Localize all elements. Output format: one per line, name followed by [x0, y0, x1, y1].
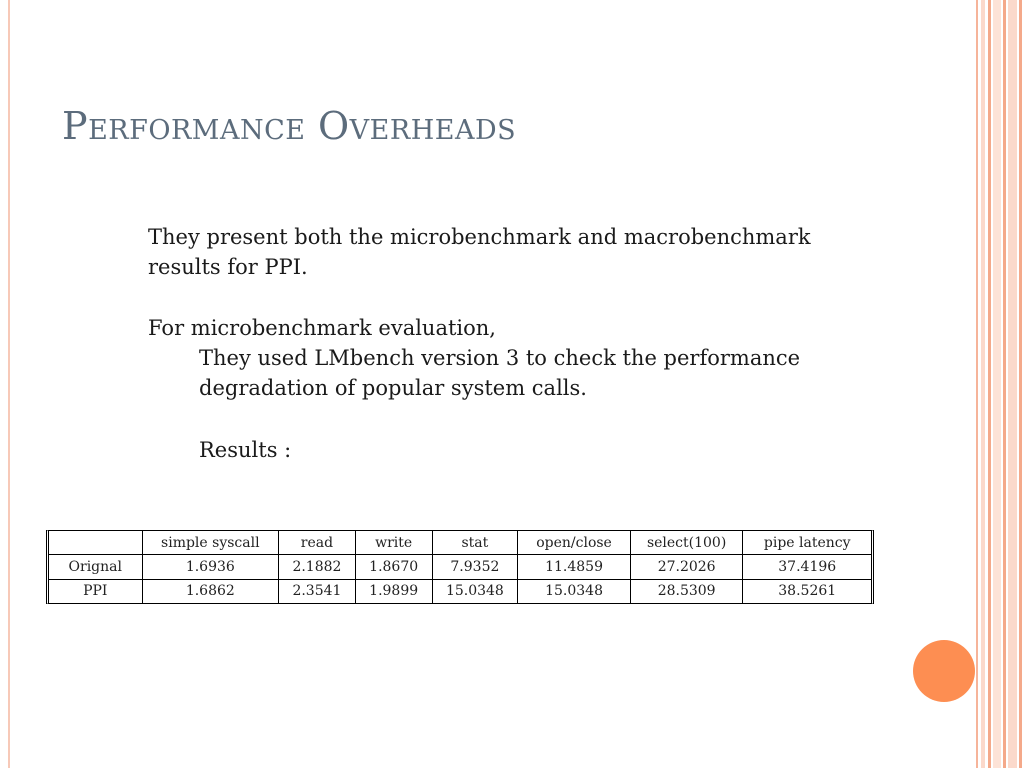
micro-heading: For microbenchmark evaluation, — [148, 316, 496, 340]
table-cell: 15.0348 — [518, 579, 631, 603]
stripe-5 — [1003, 0, 1006, 768]
table-cell: PPI — [49, 579, 142, 603]
table-cell: 11.4859 — [518, 555, 631, 579]
stripe-7 — [1019, 0, 1022, 768]
table-cell: 27.2026 — [630, 555, 743, 579]
table-cell: 38.5261 — [743, 579, 871, 603]
intro-line-1: They present both the microbenchmark and macrobenchmark — [148, 225, 811, 249]
stripe-1 — [976, 0, 978, 768]
table-header-cell: select(100) — [630, 531, 743, 555]
table-cell: 1.8670 — [355, 555, 432, 579]
decorative-circle — [913, 640, 975, 702]
table-cell: 1.6862 — [142, 579, 279, 603]
table-cell: 7.9352 — [432, 555, 518, 579]
results-table-frame — [46, 530, 874, 604]
table-cell: 15.0348 — [432, 579, 518, 603]
table-header-row — [49, 531, 871, 555]
table-cell: 1.6936 — [142, 555, 279, 579]
table-row — [49, 579, 871, 603]
table-header-cell: read — [279, 531, 356, 555]
table-cell: 1.9899 — [355, 579, 432, 603]
stripe-2 — [981, 0, 985, 768]
table-header-cell: open/close — [518, 531, 631, 555]
intro-line-2: results for PPI. — [148, 255, 308, 279]
results-table — [49, 531, 871, 603]
table-row — [49, 555, 871, 579]
table-header-cell: simple syscall — [142, 531, 279, 555]
micro-line-1: They used LMbench version 3 to check the performance — [199, 346, 801, 370]
table-header-cell: pipe latency — [743, 531, 871, 555]
table-header-cell: write — [355, 531, 432, 555]
left-border-line — [8, 0, 10, 768]
table-cell: 2.3541 — [279, 579, 356, 603]
stripe-6 — [1008, 0, 1017, 768]
stripe-4 — [993, 0, 1001, 768]
table-cell: 28.5309 — [630, 579, 743, 603]
slide-title: Performance Overheads — [62, 104, 517, 148]
results-label: Results : — [199, 438, 292, 462]
table-cell: Orignal — [49, 555, 142, 579]
stripe-3 — [988, 0, 991, 768]
table-header-cell: stat — [432, 531, 518, 555]
micro-line-2: degradation of popular system calls. — [199, 376, 587, 400]
table-cell: 2.1882 — [279, 555, 356, 579]
table-header-cell — [49, 531, 142, 555]
table-cell: 37.4196 — [743, 555, 871, 579]
